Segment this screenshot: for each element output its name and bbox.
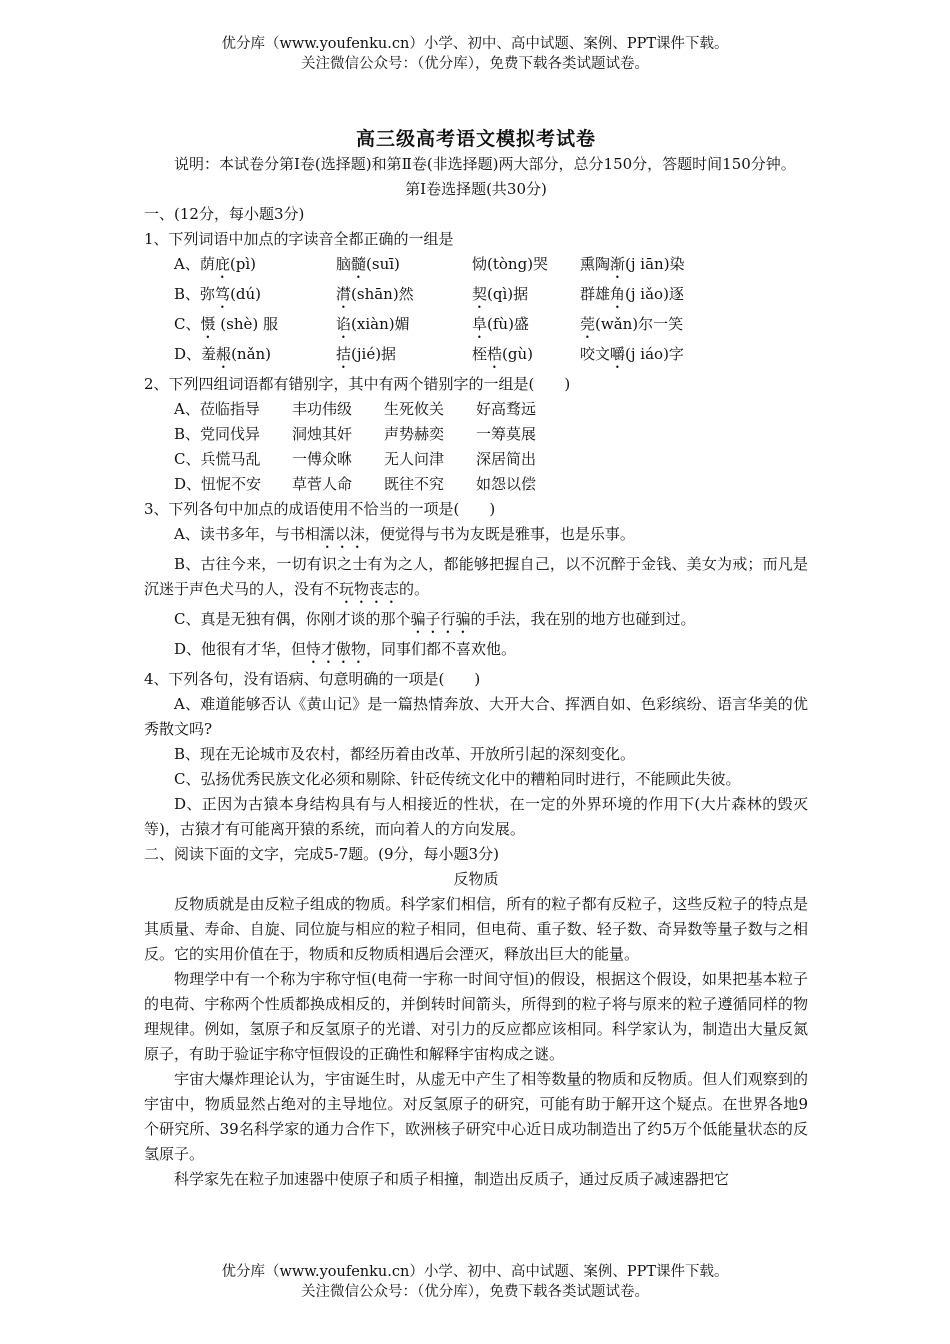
page-footer [0, 1262, 950, 1302]
q4-option-b: B、现在无论城市及农村，都经历着由改革、开放所引起的深刻变化。 [174, 745, 636, 763]
dotted-idiom: 玩物丧志 [339, 580, 400, 598]
item-text: 羞 [201, 345, 217, 363]
q1-option-item [174, 312, 336, 342]
q1-option-item [174, 252, 336, 282]
item-text: (qì)据 [487, 285, 529, 303]
word-text: 好高骛远 [476, 400, 537, 418]
item-text: (suī) [366, 255, 400, 273]
q1-option-item [580, 282, 740, 312]
q2-options [144, 397, 808, 497]
q1-options [144, 252, 808, 372]
item-text: (shè) 服 [215, 315, 278, 333]
q1-option-item [336, 342, 472, 372]
option-label: B、 [174, 285, 201, 303]
q2-option-row [144, 447, 808, 472]
dotted-char: 莞 [580, 315, 596, 333]
q3-option [144, 552, 808, 607]
option-label: A、 [174, 255, 200, 273]
word-text: 声势赫奕 [384, 425, 445, 443]
q1-option-row [144, 312, 808, 342]
q2-option-word [384, 397, 476, 422]
sentence-text: C、真是无独有偶，你刚才谈的那个 [174, 610, 411, 628]
q2-option-word [384, 422, 476, 447]
q4-option-d: D、正因为古猿本身结构具有与人相接近的性状，在一定的外界环境的作用下(大片森林的毁灭等)，古猿才有可能离开猿的系统，而向着人的方向发展。 [144, 795, 808, 838]
item-text: (xiàn)媚 [351, 315, 410, 333]
item-text: (j iáo)字 [625, 345, 684, 363]
item-text: (pì) [229, 255, 256, 273]
item-text: 咬文 [580, 345, 611, 363]
q2-option-row [144, 397, 808, 422]
sentence-text: B、古往今来，一切有识之士有为之人，都能够把握自己，以不沉醉于金钱、美女为戒；而凡是沉迷于声色犬马的人，没有不 [144, 555, 808, 598]
q1-option-item [472, 282, 580, 312]
item-text: (dú) [230, 285, 262, 303]
q2-option-word [476, 447, 576, 472]
q2-option-word [174, 447, 292, 472]
q3-option [144, 637, 808, 667]
word-text: 无人问津 [384, 450, 445, 468]
q1-option-item [580, 252, 740, 282]
dotted-char: 髓 [351, 255, 367, 273]
item-text: (shān)然 [351, 285, 414, 303]
q1-option-item [174, 282, 336, 312]
section2-heading: 二、阅读下面的文字，完成5-7题。(9分，每小题3分) [144, 845, 499, 863]
footer-line-1: 优分库（www.youfenku.cn）小学、初中、高中试题、案例、PPT课件下载。 [221, 1264, 729, 1280]
exam-content [144, 126, 808, 1192]
q3-option [144, 522, 808, 552]
item-text: (fù)盛 [487, 315, 529, 333]
passage-title: 反物质 [453, 870, 499, 888]
item-text: (j iǎo)逐 [625, 285, 684, 303]
item-text: (j iān)染 [625, 255, 685, 273]
q1-option-item [580, 312, 740, 342]
q1-option-item [472, 312, 580, 342]
q2-stem: 2、下列四组词语都有错别字，其中有两个错别字的一组是( ) [144, 375, 571, 393]
item-text: 弥 [200, 285, 216, 303]
word-text: 生死攸关 [384, 400, 445, 418]
option-label: C、 [174, 315, 201, 333]
q4-option-c: C、弘扬优秀民族文化必须和剔除、针砭传统文化中的糟粕同时进行，不能顾此失彼。 [174, 770, 741, 788]
word-text: 草菅人命 [292, 475, 353, 493]
word-text: 既往不究 [384, 475, 445, 493]
dotted-char: 梏 [487, 345, 503, 363]
dotted-char: 契 [472, 285, 488, 303]
word-text: 一傅众咻 [292, 450, 353, 468]
q2-option-word [292, 422, 384, 447]
item-text: 桎 [472, 345, 488, 363]
header-line-1: 优分库（www.youfenku.cn）小学、初中、高中试题、案例、PPT课件下载。 [221, 36, 729, 52]
q2-option-word [384, 472, 476, 497]
q2-option-word [292, 397, 384, 422]
word-text: 一筹莫展 [476, 425, 537, 443]
q2-option-word [174, 397, 292, 422]
word-text: 莅临指导 [199, 400, 260, 418]
q2-option-word [476, 422, 576, 447]
item-text: 熏陶 [580, 255, 611, 273]
q1-option-item [472, 342, 580, 372]
word-text: 如怨以偿 [476, 475, 537, 493]
dotted-char: 阜 [472, 315, 488, 333]
dotted-char: 庇 [214, 255, 230, 273]
q1-option-row [144, 342, 808, 372]
item-text: 荫 [199, 255, 215, 273]
item-text: (wǎn)尔一笑 [595, 315, 684, 333]
item-text: (tòng)哭 [487, 255, 549, 273]
q2-option-word [476, 397, 576, 422]
q1-option-row [144, 252, 808, 282]
item-text: (gù) [502, 345, 533, 363]
passage-paragraph: 反物质就是由反粒子组成的物质。科学家们相信，所有的粒子都有反粒子，这些反粒子的特点是其质量、寿命、自旋、同位旋与相应的粒子相同，但电荷、重子数、轻子数、奇异数等量子数与之相反。它的实用价值在于，物质和反物质相遇后会湮灭，释放出巨大的能量。 [144, 895, 808, 963]
sentence-text: ，便觉得与书为友既是雅事，也是乐事。 [364, 525, 635, 543]
header-line-2: 关注微信公众号：（优分库），免费下载各类试题试卷。 [301, 56, 649, 72]
dotted-char: 渐 [610, 255, 626, 273]
item-text: 脑 [336, 255, 352, 273]
passage-paragraph: 宇宙大爆炸理论认为，宇宙诞生时，从虚无中产生了相等数量的物质和反物质。但人们观察到的宇宙中，物质显然占绝对的主导地位。对反氢原子的研究，可能有助于解开这个疑点。在世界各地9个研究所、39名科学家的通力合作下，欧洲核子研究中心近日成功制造出了约5万个低能量状态的反氢原子。 [144, 1070, 808, 1163]
dotted-char: 拮 [336, 345, 352, 363]
word-text: 忸怩不安 [201, 475, 262, 493]
q1-option-item [336, 252, 472, 282]
word-text: 洞烛其奸 [292, 425, 353, 443]
q1-option-row [144, 282, 808, 312]
passage-paragraph: 科学家先在粒子加速器中使原子和质子相撞，制造出反质子，通过反质子减速器把它 [174, 1170, 730, 1188]
q3-stem: 3、下列各句中加点的成语使用不恰当的一项是( ) [144, 500, 496, 518]
sentence-text: 的。 [399, 580, 430, 598]
item-text: 群雄 [580, 285, 611, 303]
q2-option-row [144, 422, 808, 447]
q3-option [144, 607, 808, 637]
option-label: B、 [174, 425, 201, 443]
exam-instructions: 说明：本试卷分第Ⅰ卷(选择题)和第Ⅱ卷(非选择题)两大部分，总分150分，答题时间150分钟。 [174, 155, 796, 173]
footer-line-2: 关注微信公众号：（优分库），免费下载各类试题试卷。 [301, 1284, 649, 1300]
option-label: C、 [174, 450, 201, 468]
sentence-text: ，同事们都不喜欢他。 [366, 640, 517, 658]
q2-option-word [476, 472, 576, 497]
q2-option-row [144, 472, 808, 497]
dotted-idiom: 骗子行骗 [410, 610, 471, 628]
dotted-idiom: 恃才傲物 [306, 640, 367, 658]
q2-option-word [174, 422, 292, 447]
option-label: D、 [174, 345, 202, 363]
section1-heading: 一、(12分，每小题3分) [144, 205, 305, 223]
q4-stem: 4、下列各句，没有语病、句意明确的一项是( ) [144, 670, 481, 688]
word-text: 兵慌马乱 [200, 450, 261, 468]
q1-option-item [174, 342, 336, 372]
dotted-char: 笃 [215, 285, 231, 303]
passage-paragraph: 物理学中有一个称为宇称守恒(电荷一宇称一时间守恒)的假设，根据这个假设，如果把基本粒子的电荷、宇称两个性质都换成相反的，并倒转时间箭头，所得到的粒子将与原来的粒子遵循同样的物理规律。例如，氢原子和反氢原子的光谱、对引力的反应都应该相同。科学家认为，制造出大量反氮原子，有助于验证宇称守恒假设的正确性和解释宇宙构成之谜。 [144, 970, 808, 1063]
item-text: (nǎn) [231, 345, 272, 363]
q3-options [144, 522, 808, 667]
word-text: 深居简出 [476, 450, 537, 468]
item-text: 恸 [472, 255, 488, 273]
item-text: (jié)据 [351, 345, 397, 363]
dotted-char: 嚼 [610, 345, 626, 363]
dotted-char: 角 [610, 285, 626, 303]
option-label: D、 [174, 475, 202, 493]
dotted-idiom: 濡以沫 [319, 525, 365, 543]
dotted-char: 潸 [336, 285, 352, 303]
dotted-char: 谄 [336, 315, 352, 333]
q1-option-item [336, 312, 472, 342]
q2-option-word [174, 472, 292, 497]
dotted-char: 赧 [216, 345, 232, 363]
q1-option-item [472, 252, 580, 282]
word-text: 丰功伟级 [292, 400, 353, 418]
exam-title: 高三级高考语文模拟考试卷 [355, 128, 596, 150]
page-header [0, 34, 950, 74]
q4-option-a: A、难道能够否认《黄山记》是一篇热情奔放、大开大合、挥洒自如、色彩缤纷、语言华美的优秀散文吗? [144, 695, 808, 738]
q2-option-word [292, 447, 384, 472]
q1-option-item [580, 342, 740, 372]
word-text: 党同伐异 [200, 425, 261, 443]
sentence-text: D、他很有才华，但 [174, 640, 307, 658]
q1-option-item [336, 282, 472, 312]
sentence-text: A、读书多年，与书相 [174, 525, 320, 543]
dotted-char: 慑 [200, 315, 216, 333]
q2-option-word [292, 472, 384, 497]
q1-stem: 1、下列词语中加点的字读音全都正确的一组是 [144, 230, 454, 248]
option-label: A、 [174, 400, 200, 418]
part1-heading: 第Ⅰ卷选择题(共30分) [405, 180, 547, 198]
sentence-text: 的手法，我在别的地方也碰到过。 [470, 610, 696, 628]
q2-option-word [384, 447, 476, 472]
